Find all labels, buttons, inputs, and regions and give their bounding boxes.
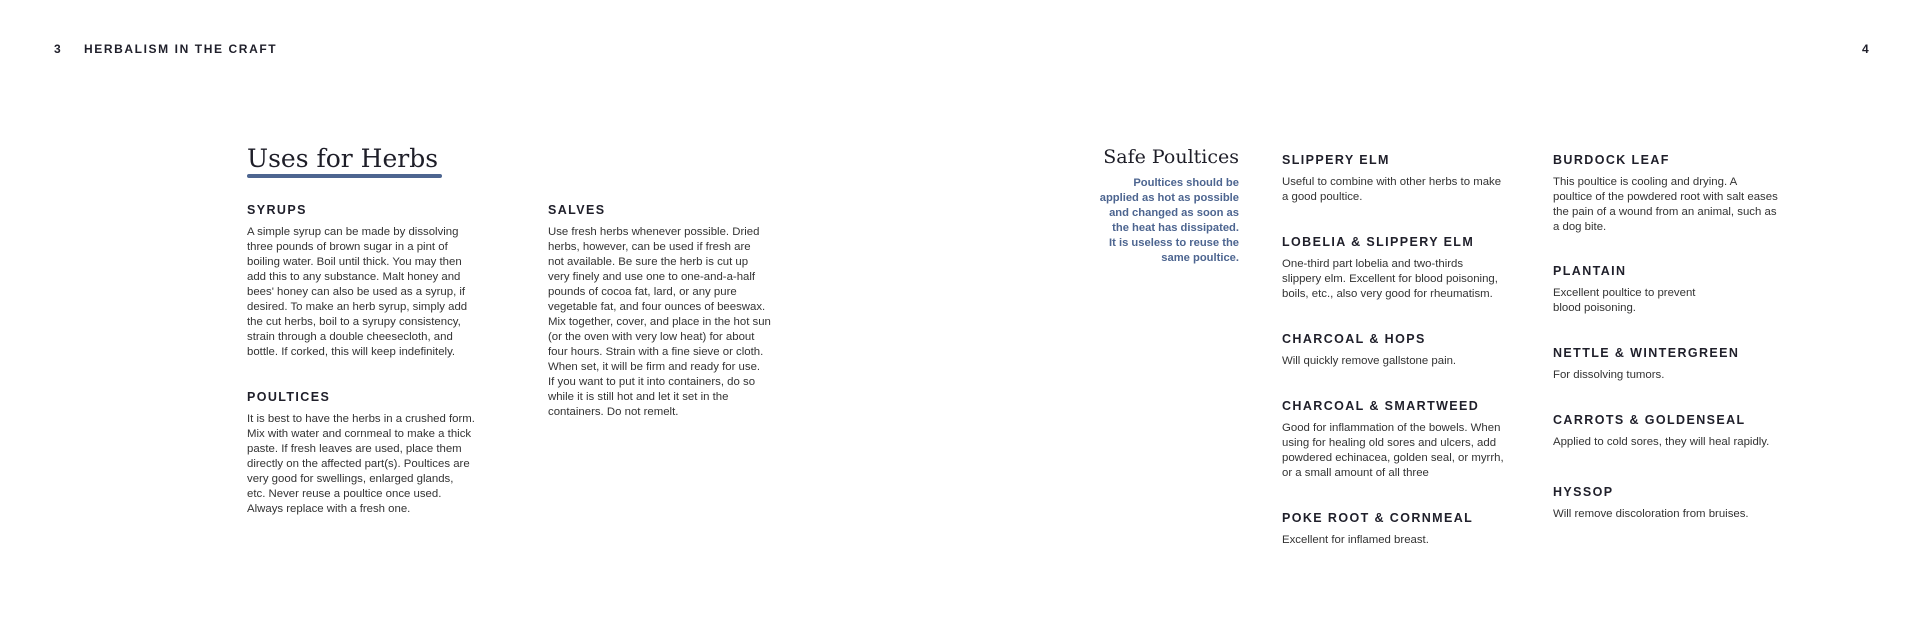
poultice-heading: BURDOCK LEAF: [1553, 153, 1670, 167]
text-line: Use fresh herbs whenever possible. Dried: [548, 226, 760, 238]
poultice-nettle-wintergreen: [1553, 346, 1813, 383]
safe-poultices-note: [1050, 176, 1239, 266]
text-line: pounds of cocoa fat, lard, or any pure: [548, 286, 737, 298]
text-line: desired. To make an herb syrup, simply add: [247, 301, 468, 313]
poultice-slippery-elm: [1282, 153, 1532, 205]
poultice-heading: POKE ROOT & CORNMEAL: [1282, 511, 1474, 525]
section-title-uses-for-herbs: Uses for Herbs: [247, 144, 439, 173]
poultice-charcoal-hops: [1282, 332, 1532, 369]
poultice-plantain: [1553, 264, 1813, 316]
syrups-heading: SYRUPS: [247, 203, 307, 217]
poultices-heading: POULTICES: [247, 390, 331, 404]
poultices-text: [247, 412, 507, 517]
text-line: a good poultice.: [1282, 191, 1363, 203]
syrups-section: [247, 203, 497, 360]
text-line: blood poisoning.: [1553, 302, 1636, 314]
poultice-lobelia-slippery-elm: [1282, 235, 1532, 302]
text-line: herbs, however, can be used if fresh are: [548, 241, 751, 253]
text-line: very finely and use one to one-and-a-half: [548, 271, 756, 283]
poultice-heading: CHARCOAL & SMARTWEED: [1282, 399, 1480, 413]
poultice-heading: SLIPPERY ELM: [1282, 153, 1390, 167]
text-line: the pain of a wound from an animal, such as: [1553, 206, 1777, 218]
text-line: Will quickly remove gallstone pain.: [1282, 355, 1457, 367]
note-line: the heat has dissipated.: [1112, 222, 1239, 234]
text-line: directly on the affected part(s). Poultices are: [247, 458, 470, 470]
salves-text: [548, 225, 808, 420]
text-line: while it is still hot and let it set in the: [548, 391, 729, 403]
text-line: When set, it will be firm and ready for use.: [548, 361, 761, 373]
poultice-carrots-goldenseal: [1553, 413, 1813, 450]
text-line: not available. Be sure the herb is cut up: [548, 256, 749, 268]
text-line: Good for inflammation of the bowels. When: [1282, 422, 1501, 434]
note-line: and changed as soon as: [1109, 207, 1239, 219]
text-line: Mix together, cover, and place in the hot sun: [548, 316, 771, 328]
text-line: bees' honey can also be used as a syrup, if: [247, 286, 466, 298]
note-line: It is useless to reuse the: [1109, 237, 1239, 249]
text-line: strain through a double cheesecloth, and: [247, 331, 453, 343]
text-line: A simple syrup can be made by dissolving: [247, 226, 459, 238]
text-line: Mix with water and cornmeal to make a thick: [247, 428, 472, 440]
poultice-heading: CARROTS & GOLDENSEAL: [1553, 413, 1746, 427]
poultices-section: [247, 390, 507, 517]
text-line: Excellent poultice to prevent: [1553, 287, 1696, 299]
text-line: Applied to cold sores, they will heal rapidly.: [1553, 436, 1770, 448]
page-number-right: 4: [1862, 42, 1869, 56]
text-line: (or the oven with very low heat) for about: [548, 331, 755, 343]
text-line: containers. Do not remelt.: [548, 406, 679, 418]
text-line: It is best to have the herbs in a crushed form.: [247, 413, 475, 425]
text-line: This poultice is cooling and drying. A: [1553, 176, 1738, 188]
text-line: Useful to combine with other herbs to make: [1282, 176, 1502, 188]
section-title-safe-poultices: Safe Poultices: [1103, 146, 1239, 168]
running-head: HERBALISM IN THE CRAFT: [84, 42, 278, 56]
text-line: For dissolving tumors.: [1553, 369, 1665, 381]
note-line: Poultices should be: [1133, 177, 1239, 189]
text-line: the cut herbs, boil to a syrupy consistency,: [247, 316, 461, 328]
poultice-heading: NETTLE & WINTERGREEN: [1553, 346, 1740, 360]
title-underline: [247, 174, 442, 178]
text-line: bottle. If corked, this will keep indefinitely.: [247, 346, 456, 358]
text-line: very good for swellings, enlarged glands,: [247, 473, 454, 485]
text-line: four hours. Strain with a fine sieve or cloth.: [548, 346, 764, 358]
syrups-text: [247, 225, 497, 360]
text-line: add this to any substance. Malt honey and: [247, 271, 461, 283]
text-line: or a small amount of all three: [1282, 467, 1429, 479]
text-line: slippery elm. Excellent for blood poisoning,: [1282, 273, 1498, 285]
poultice-heading: HYSSOP: [1553, 485, 1614, 499]
poultice-hyssop: [1553, 485, 1813, 522]
page-number-left: 3: [54, 42, 62, 56]
salves-heading: SALVES: [548, 203, 606, 217]
text-line: Excellent for inflamed breast.: [1282, 534, 1429, 546]
poultice-burdock-leaf: [1553, 153, 1813, 235]
text-line: a dog bite.: [1553, 221, 1607, 233]
text-line: If you want to put it into containers, do so: [548, 376, 756, 388]
text-line: etc. Never reuse a poultice once used.: [247, 488, 442, 500]
text-line: One-third part lobelia and two-thirds: [1282, 258, 1464, 270]
text-line: poultice of the powdered root with salt eases: [1553, 191, 1778, 203]
text-line: boiling water. Boil until thick. You may then: [247, 256, 462, 268]
note-line: same poultice.: [1161, 252, 1239, 264]
text-line: Always replace with a fresh one.: [247, 503, 411, 515]
text-line: three pounds of brown sugar in a pint of: [247, 241, 448, 253]
text-line: paste. If fresh leaves are used, place them: [247, 443, 462, 455]
salves-section: [548, 203, 808, 420]
poultice-heading: CHARCOAL & HOPS: [1282, 332, 1426, 346]
poultice-heading: LOBELIA & SLIPPERY ELM: [1282, 235, 1475, 249]
poultice-poke-root-cornmeal: [1282, 511, 1532, 548]
poultice-charcoal-smartweed: [1282, 399, 1532, 481]
poultice-heading: PLANTAIN: [1553, 264, 1627, 278]
text-line: boils, etc., also very good for rheumatism.: [1282, 288, 1493, 300]
text-line: powdered echinacea, golden seal, or myrrh,: [1282, 452, 1504, 464]
text-line: vegetable fat, and four ounces of beeswax.: [548, 301, 766, 313]
note-line: applied as hot as possible: [1099, 192, 1239, 204]
text-line: using for healing old sores and ulcers, add: [1282, 437, 1497, 449]
text-line: Will remove discoloration from bruises.: [1553, 508, 1749, 520]
